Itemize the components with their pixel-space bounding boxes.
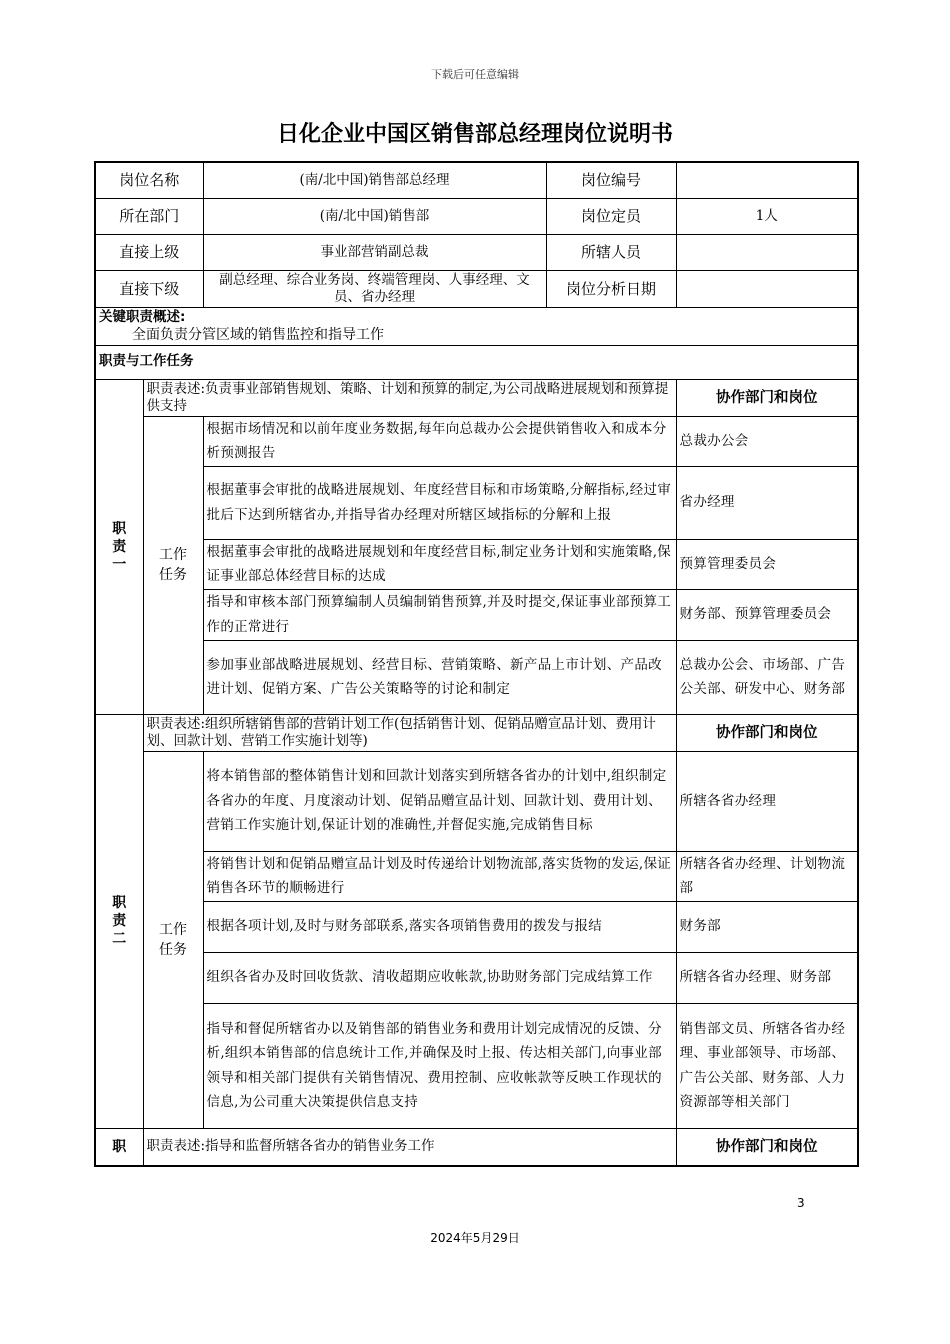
table-row [95, 901, 858, 952]
label-position-name: 岗位名称 [95, 162, 203, 198]
duty1-dept-3: 预算管理委员会 [676, 539, 858, 589]
value-subordinates [676, 234, 858, 270]
table-row [95, 416, 858, 466]
duty2-dept-3: 财务部 [676, 901, 858, 952]
info-row-position [95, 162, 858, 198]
duty2-dept-4: 所辖各省办经理、财务部 [676, 952, 858, 1003]
duty2-task-4: 组织各省办及时回收货款、清收超期应收帐款,协助财务部门完成结算工作 [203, 952, 676, 1003]
footer-date: 2024年5月29日 [430, 1231, 520, 1245]
duty2-dept-2: 所辖各省办经理、计划物流部 [676, 851, 858, 901]
duty1-dept-5: 总裁办公会、市场部、广告公关部、研发中心、财务部 [676, 640, 858, 714]
label-direct-subordinate: 直接下级 [95, 270, 203, 307]
page-title: 日化企业中国区销售部总经理岗位说明书 [276, 122, 673, 147]
duty2-task-label: 工作任务 [143, 751, 203, 1128]
value-analysis-date [676, 270, 858, 307]
table-row [95, 589, 858, 640]
table-row [95, 952, 858, 1003]
value-position-id [676, 162, 858, 198]
summary-heading: 关键职责概述: [99, 308, 186, 325]
label-direct-superior: 直接上级 [95, 234, 203, 270]
summary-text: 全面负责分管区域的销售监控和指导工作 [132, 326, 384, 343]
duty3-statement: 职责表述:指导和监督所辖各省办的销售业务工作 [143, 1128, 676, 1166]
duty1-label: 职责一 [95, 379, 143, 714]
duty1-dept-2: 省办经理 [676, 466, 858, 539]
duty2-task-3: 根据各项计划,及时与财务部联系,落实各项销售费用的拨发与报结 [203, 901, 676, 952]
label-subordinates: 所辖人员 [546, 234, 676, 270]
value-direct-subordinate: 副总经理、综合业务岗、终端管理岗、人事经理、文员、省办经理 [203, 270, 546, 307]
duty1-dept-4: 财务部、预算管理委员会 [676, 589, 858, 640]
duty1-task-2: 根据董事会审批的战略进展规划、年度经营目标和市场策略,分解指标,经过审批后下达到所辖省办,并指导省办经理对所辖区域指标的分解和上报 [203, 466, 676, 539]
value-department: (南/北中国)销售部 [203, 198, 546, 234]
duties-heading-row [95, 345, 858, 379]
label-position-id: 岗位编号 [546, 162, 676, 198]
info-row-department [95, 198, 858, 234]
job-description-table [94, 161, 859, 1167]
duty1-task-1: 根据市场情况和以前年度业务数据,每年向总裁办公会提供销售收入和成本分析预测报告 [203, 416, 676, 466]
duty1-task-label: 工作任务 [143, 416, 203, 714]
duty1-statement: 职责表述:负责事业部销售规划、策略、计划和预算的制定,为公司战略进展规划和预算提供支持 [143, 379, 676, 416]
label-department: 所在部门 [95, 198, 203, 234]
info-row-subordinate [95, 270, 858, 307]
duty2-task-1: 将本销售部的整体销售计划和回款计划落实到所辖各省办的计划中,组织制定各省办的年度、月度滚动计划、促销品赠宣品计划、回款计划、费用计划、营销工作实施计划,保证计划的准确性,并督促实施,完成销售目标 [203, 751, 676, 851]
duty3-statement-row [95, 1128, 858, 1166]
duty2-collab-header: 协作部门和岗位 [676, 714, 858, 751]
duty2-statement-row [95, 714, 858, 751]
header-note: 下载后可任意编辑 [431, 68, 519, 81]
duty1-collab-header: 协作部门和岗位 [676, 379, 858, 416]
duty3-collab-header: 协作部门和岗位 [676, 1128, 858, 1166]
info-row-superior [95, 234, 858, 270]
duty2-statement: 职责表述:组织所辖销售部的营销计划工作(包括销售计划、促销品赠宣品计划、费用计划、回款计划、营销工作实施计划等) [143, 714, 676, 751]
duty2-dept-5: 销售部文员、所辖各省办经理、事业部领导、市场部、广告公关部、财务部、人力资源部等相关部门 [676, 1003, 858, 1128]
duty2-label: 职责二 [95, 714, 143, 1128]
table-row [95, 851, 858, 901]
value-position-name: (南/北中国)销售部总经理 [203, 162, 546, 198]
page-number: 3 [797, 1196, 805, 1210]
duty1-dept-1: 总裁办公会 [676, 416, 858, 466]
table-row [95, 466, 858, 539]
duty1-statement-row [95, 379, 858, 416]
duty1-task-3: 根据董事会审批的战略进展规划和年度经营目标,制定业务计划和实施策略,保证事业部总体经营目标的达成 [203, 539, 676, 589]
duty1-task-5: 参加事业部战略进展规划、经营目标、营销策略、新产品上市计划、产品改进计划、促销方案、广告公关策略等的讨论和制定 [203, 640, 676, 714]
duty2-dept-1: 所辖各省办经理 [676, 751, 858, 851]
duty3-label: 职 [95, 1128, 143, 1166]
table-row [95, 539, 858, 589]
table-row [95, 1003, 858, 1128]
label-headcount: 岗位定员 [546, 198, 676, 234]
duties-heading: 职责与工作任务 [95, 345, 858, 379]
duty2-task-2: 将销售计划和促销品赠宣品计划及时传递给计划物流部,落实货物的发运,保证销售各环节的顺畅进行 [203, 851, 676, 901]
value-headcount: 1人 [676, 198, 858, 234]
summary-row [95, 307, 858, 345]
duty2-task-5: 指导和督促所辖省办以及销售部的销售业务和费用计划完成情况的反馈、分析,组织本销售部的信息统计工作,并确保及时上报、传达相关部门,向事业部领导和相关部门提供有关销售情况、费用控制、应收帐款等反映工作现状的信息,为公司重大决策提供信息支持 [203, 1003, 676, 1128]
summary-cell [95, 307, 858, 345]
value-direct-superior: 事业部营销副总裁 [203, 234, 546, 270]
label-analysis-date: 岗位分析日期 [546, 270, 676, 307]
table-row [95, 640, 858, 714]
table-row [95, 751, 858, 851]
duty1-task-4: 指导和审核本部门预算编制人员编制销售预算,并及时提交,保证事业部预算工作的正常进行 [203, 589, 676, 640]
